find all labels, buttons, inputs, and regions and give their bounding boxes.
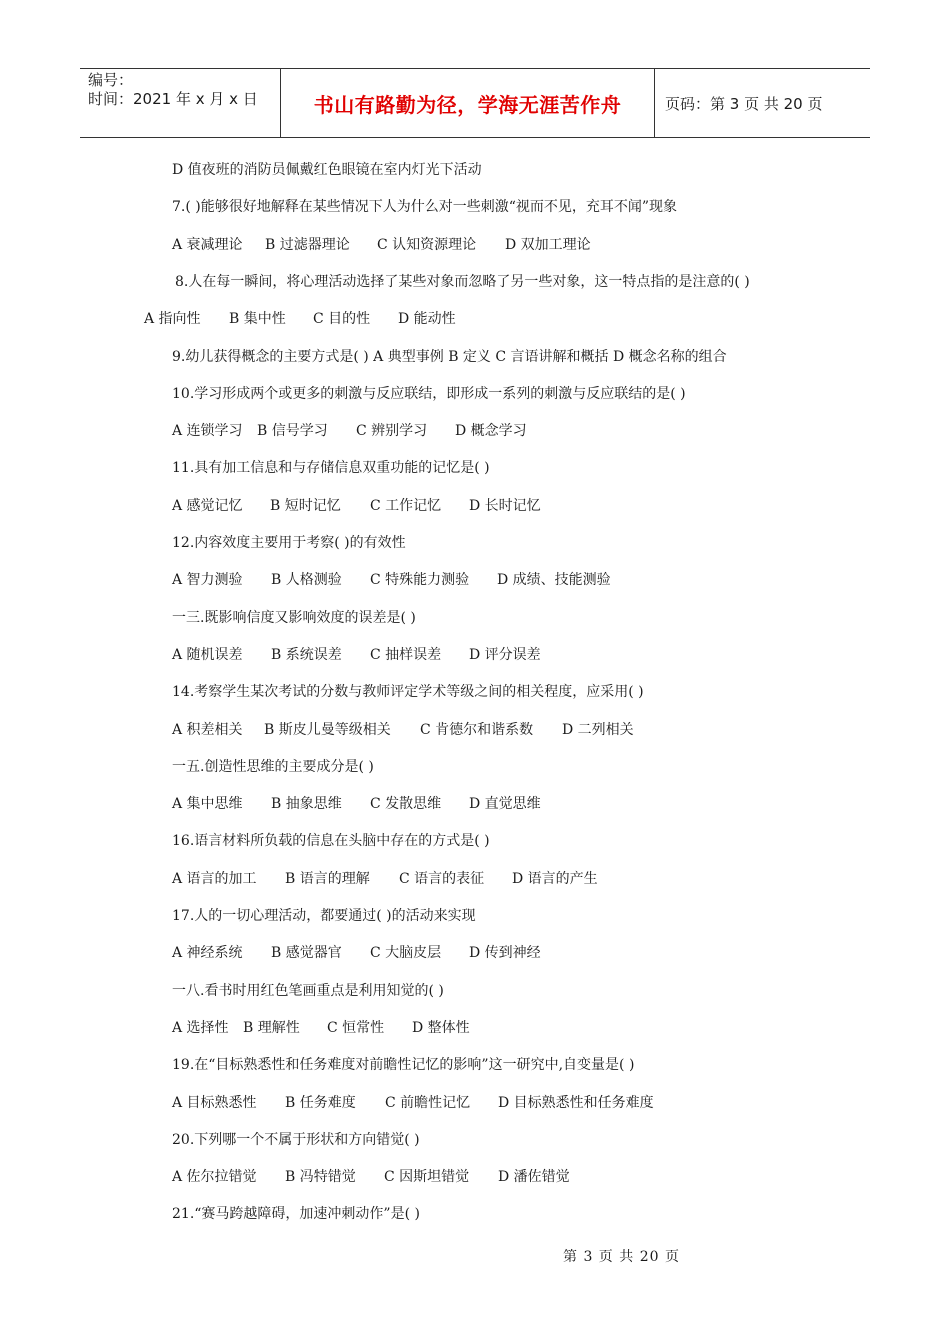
question-line: 21.“赛马跨越障碍，加速冲刺动作”是( ) (172, 1206, 420, 1223)
option-a: A 神经系统 (172, 945, 243, 962)
option-c: C 语言的表征 (399, 870, 485, 887)
header-meta (80, 69, 281, 137)
question-line: 17.人的一切心理活动，都要通过( )的活动来实现 (172, 908, 476, 924)
option-d: D 能动性 (398, 311, 456, 328)
header-page-info: 页码：第 3 页 共 20 页 (665, 94, 823, 113)
question-line: 一八.看书时用红色笔画重点是利用知觉的( ) (172, 982, 444, 999)
option-c: C 发散思维 (370, 796, 442, 813)
page-footer: 第 3 页 共 20 页 (563, 1249, 680, 1265)
question-line: 20.下列哪一个不属于形状和方向错觉( ) (172, 1131, 420, 1148)
option-d: D 直觉思维 (469, 796, 541, 813)
option-d: D 二列相关 (562, 721, 634, 738)
option-c: C 辨别学习 (356, 423, 428, 440)
header-motto: 书山有路勤为径，学海无涯苦作舟 (281, 69, 655, 137)
option-b: B 斯皮儿曼等级相关 (264, 721, 391, 738)
option-c: C 因斯坦错觉 (384, 1169, 470, 1186)
question-line: 7.( )能够很好地解释在某些情况下人为什么对一些刺激“视而不见，充耳不闻”现象 (172, 199, 678, 216)
option-b: B 冯特错觉 (285, 1169, 356, 1186)
option-d: D 评分误差 (469, 646, 541, 663)
option-a: A 指向性 (144, 311, 201, 328)
question-line: 19.在“目标熟悉性和任务难度对前瞻性记忆的影响”这一研究中,自变量是( ) (172, 1057, 635, 1074)
question-line: D 值夜班的消防员佩戴红色眼镜在室内灯光下活动 (172, 162, 482, 178)
option-a: A 衰减理论 (172, 236, 243, 253)
option-d: D 长时记忆 (469, 497, 541, 514)
option-b: B 人格测验 (271, 572, 342, 589)
question-line: 8.人在每一瞬间，将心理活动选择了某些对象而忽略了另一些对象，这一特点指的是注意的( ) (175, 273, 750, 290)
option-b: B 理解性 (243, 1019, 300, 1036)
option-c: C 恒常性 (327, 1019, 385, 1036)
option-c: C 大脑皮层 (370, 945, 442, 962)
document-number-label: 编号： (88, 71, 134, 89)
option-c: C 特殊能力测验 (370, 572, 470, 589)
option-d: D 语言的产生 (512, 870, 598, 887)
option-b: B 系统误差 (271, 646, 342, 663)
option-c: C 抽样误差 (370, 646, 442, 663)
page-header (80, 68, 870, 138)
option-a: A 选择性 (172, 1019, 229, 1036)
question-line: 12.内容效度主要用于考察( )的有效性 (172, 535, 406, 551)
question-line: 一三.既影响信度又影响效度的误差是( ) (172, 609, 416, 626)
option-c: C 工作记忆 (370, 497, 442, 514)
option-d: D 潘佐错觉 (498, 1169, 570, 1186)
question-line: 10.学习形成两个或更多的刺激与反应联结，即形成一系列的刺激与反应联结的是( ) (172, 385, 686, 402)
option-b: B 集中性 (229, 311, 286, 328)
document-time-label: 时间：2021 年 x 月 x 日 (88, 90, 258, 108)
option-c: C 目的性 (313, 311, 371, 328)
question-line: 11.具有加工信息和与存储信息双重功能的记忆是( ) (172, 460, 490, 477)
option-d: D 成绩、技能测验 (497, 572, 611, 589)
option-a: A 目标熟悉性 (172, 1094, 257, 1111)
option-d: D 整体性 (412, 1019, 470, 1036)
option-a: A 语言的加工 (172, 870, 257, 887)
option-b: B 短时记忆 (270, 497, 341, 514)
option-c: C 认知资源理论 (377, 236, 477, 253)
option-a: A 智力测验 (172, 572, 243, 589)
question-line: 16.语言材料所负载的信息在头脑中存在的方式是( ) (172, 833, 490, 850)
question-line: 9.幼儿获得概念的主要方式是( ) A 典型事例 B 定义 C 言语讲解和概括 D 概念名称的组合 (172, 348, 727, 365)
option-d: D 传到神经 (469, 945, 541, 962)
option-b: B 感觉器官 (271, 945, 342, 962)
option-c: C 前瞻性记忆 (385, 1094, 471, 1111)
option-b: B 抽象思维 (271, 796, 342, 813)
option-b: B 任务难度 (285, 1094, 356, 1111)
option-a: A 佐尔拉错觉 (172, 1169, 257, 1186)
option-b: B 信号学习 (257, 423, 328, 440)
option-b: B 过滤器理论 (265, 236, 350, 253)
option-c: C 肯德尔和谐系数 (420, 721, 534, 738)
option-d: D 双加工理论 (505, 236, 591, 253)
option-a: A 集中思维 (172, 796, 243, 813)
question-line: 14.考察学生某次考试的分数与教师评定学术等级之间的相关程度，应采用( ) (172, 684, 644, 701)
option-a: A 连锁学习 (172, 423, 243, 440)
option-d: D 概念学习 (455, 423, 527, 440)
option-a: A 感觉记忆 (172, 497, 243, 514)
question-line: 一五.创造性思维的主要成分是( ) (172, 758, 374, 775)
option-b: B 语言的理解 (285, 870, 370, 887)
option-a: A 随机误差 (172, 646, 243, 663)
option-a: A 积差相关 (172, 721, 243, 738)
option-d: D 目标熟悉性和任务难度 (498, 1094, 654, 1111)
